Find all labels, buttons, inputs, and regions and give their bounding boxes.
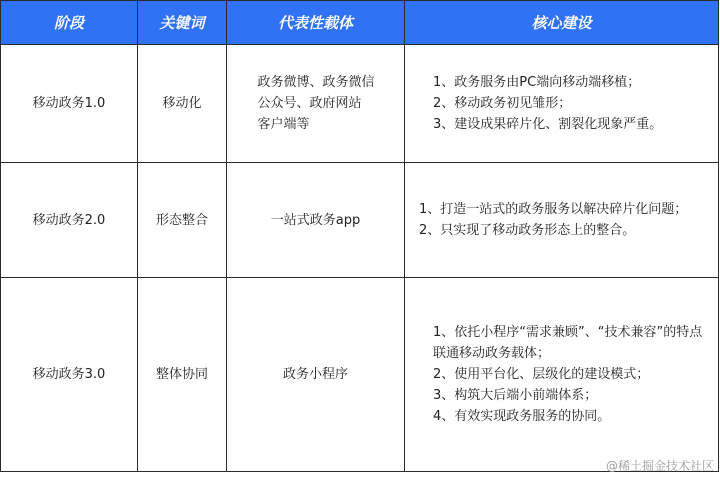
watermark: @稀土掘金技术社区 bbox=[605, 459, 714, 473]
core-item: 4、有效实现政务服务的协同。 bbox=[433, 409, 611, 424]
core-cell bbox=[405, 278, 719, 472]
core-item: 3、建设成果碎片化、割裂化现象严重。 bbox=[433, 117, 663, 132]
core-cell bbox=[405, 163, 719, 278]
header-row bbox=[1, 1, 719, 45]
carrier-cell: 一站式政务app bbox=[227, 163, 405, 278]
carrier-line: 客户端等 bbox=[257, 117, 310, 132]
header-stage: 阶段 bbox=[1, 1, 138, 45]
core-item: 2、只实现了移动政务形态上的整合。 bbox=[419, 223, 636, 238]
keyword-cell: 移动化 bbox=[138, 45, 227, 163]
core-item: 1、打造一站式的政务服务以解决碎片化问题； bbox=[419, 202, 688, 217]
carrier-cell: 政务小程序 bbox=[227, 278, 405, 472]
table-row bbox=[1, 278, 719, 472]
header-core: 核心建设 bbox=[405, 1, 719, 45]
stage-cell: 移动政务1.0 bbox=[1, 45, 138, 163]
carrier-line: 政务微博、政务微信 bbox=[257, 75, 375, 90]
keyword-cell: 整体协同 bbox=[138, 278, 227, 472]
carrier-line: 公众号、政府网站 bbox=[257, 96, 362, 111]
core-item: 1、政务服务由PC端向移动端移植； bbox=[433, 75, 641, 90]
core-item: 1、依托小程序“需求兼顾”、“技术兼容”的特点联通移动政务载体； bbox=[433, 325, 703, 361]
core-item: 3、构筑大后端小前端体系； bbox=[433, 388, 598, 403]
stage-cell: 移动政务3.0 bbox=[1, 278, 138, 472]
header-keyword: 关键词 bbox=[138, 1, 227, 45]
keyword-cell: 形态整合 bbox=[138, 163, 227, 278]
carrier-text bbox=[234, 72, 398, 135]
core-item: 2、使用平台化、层级化的建设模式； bbox=[433, 367, 650, 382]
table-row bbox=[1, 163, 719, 278]
stage-cell: 移动政务2.0 bbox=[1, 163, 138, 278]
core-item: 2、移动政务初见雏形； bbox=[433, 96, 572, 111]
header-carrier: 代表性载体 bbox=[227, 1, 405, 45]
carrier-cell bbox=[227, 45, 405, 163]
table-row bbox=[1, 45, 719, 163]
core-cell bbox=[405, 45, 719, 163]
